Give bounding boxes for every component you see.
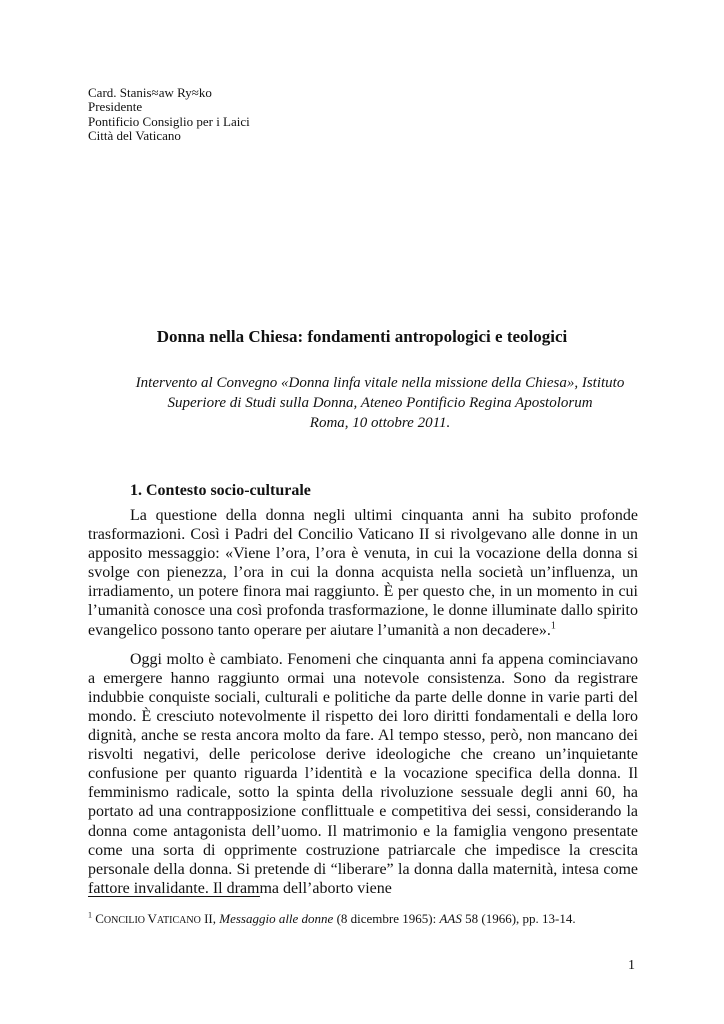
document-subtitle <box>120 373 640 433</box>
body-text <box>88 506 638 898</box>
sender-role: Presidente <box>88 99 143 115</box>
section-heading: 1. Contesto socio-culturale <box>130 482 311 499</box>
sender-block <box>88 86 250 144</box>
subtitle-line: Roma, 10 ottobre 2011. <box>309 415 451 431</box>
subtitle-line: Intervento al Convegno «Donna linfa vitale nella missione della Chiesa», Istituto <box>135 375 625 391</box>
footnote-date: (8 dicembre 1965): <box>333 911 440 926</box>
paragraph <box>88 506 638 640</box>
footnote-author-suffix: II, <box>200 911 216 926</box>
footnote-author-initial: V <box>147 911 157 926</box>
document-title: Donna nella Chiesa: fondamenti antropologici e teologici <box>156 327 568 346</box>
sender-organization: Pontificio Consiglio per i Laici <box>88 113 250 129</box>
footnote-divider <box>88 896 260 897</box>
footnote <box>88 911 576 927</box>
sender-city: Città del Vaticano <box>88 128 181 144</box>
footnote-author-smallcaps: ATICANO <box>156 915 201 926</box>
footnote-work-title: Messaggio alle donne <box>219 911 334 926</box>
sender-name: Card. Stanis≈aw Ry≈ko <box>88 85 212 100</box>
paragraph-text: La questione della donna negli ultimi cinquanta anni ha subito profonde trasformazioni. Così i Padri del Concilio Vaticano II si rivolgevano alle donne in un apposito messaggio: «Viene l’ora, l’ora è venuta, in cui la vocazione della donna si svolge con pienezza, l’ora in cui la donna acquista nella società un’influenza, un irradiamento, un potere finora mai raggiunto. È per questo che, in un momento in cui l’umanità conosce una così profonda trasformazione, le donne illuminate dallo spirito evangelico possono tanto operare per aiutare l’umanità a non decadere». <box>88 507 638 639</box>
footnote-number: 1 <box>88 910 92 920</box>
footnote-author-smallcaps: ONCILIO <box>103 915 148 926</box>
footnote-author-initial: C <box>95 911 104 926</box>
footnote-reference[interactable]: 1 <box>550 620 556 632</box>
footnote-pages: 58 (1966), pp. 13-14. <box>461 911 576 926</box>
page-number: 1 <box>628 958 635 973</box>
footnote-source: AAS <box>439 911 462 926</box>
subtitle-line: Superiore di Studi sulla Donna, Ateneo Pontificio Regina Apostolorum <box>167 395 593 411</box>
paragraph: Oggi molto è cambiato. Fenomeni che cinquanta anni fa appena cominciavano a emergere hanno raggiunto ormai una notevole consistenza. Sono da registrare indubbie conquiste sociali, culturali e politiche da parte delle donne in varie parti del mondo. È cresciuto notevolmente il rispetto dei loro diritti fondamentali e della loro dignità, anche se resta ancora molto da fare. Al tempo stesso, però, non mancano dei risvolti negativi, delle pericolose derive ideologiche che creano un’inquietante confusione per quanto riguarda l’identità e la vocazione specifica della donna. Il femminismo radicale, sotto la spinta della rivoluzione sessuale degli anni 60, ha portato ad una contrapposizione conflittuale e competitiva dei sessi, considerando la donna come antagonista dell’uomo. Il matrimonio e la famiglia vengono presentate come una sorta di opprimente costruzione patriarcale che impedisce la crescita personale della donna. Si pretende di “liberare” la donna dalla maternità, intesa come fattore invalidante. Il dramma dell’aborto viene <box>88 650 638 897</box>
